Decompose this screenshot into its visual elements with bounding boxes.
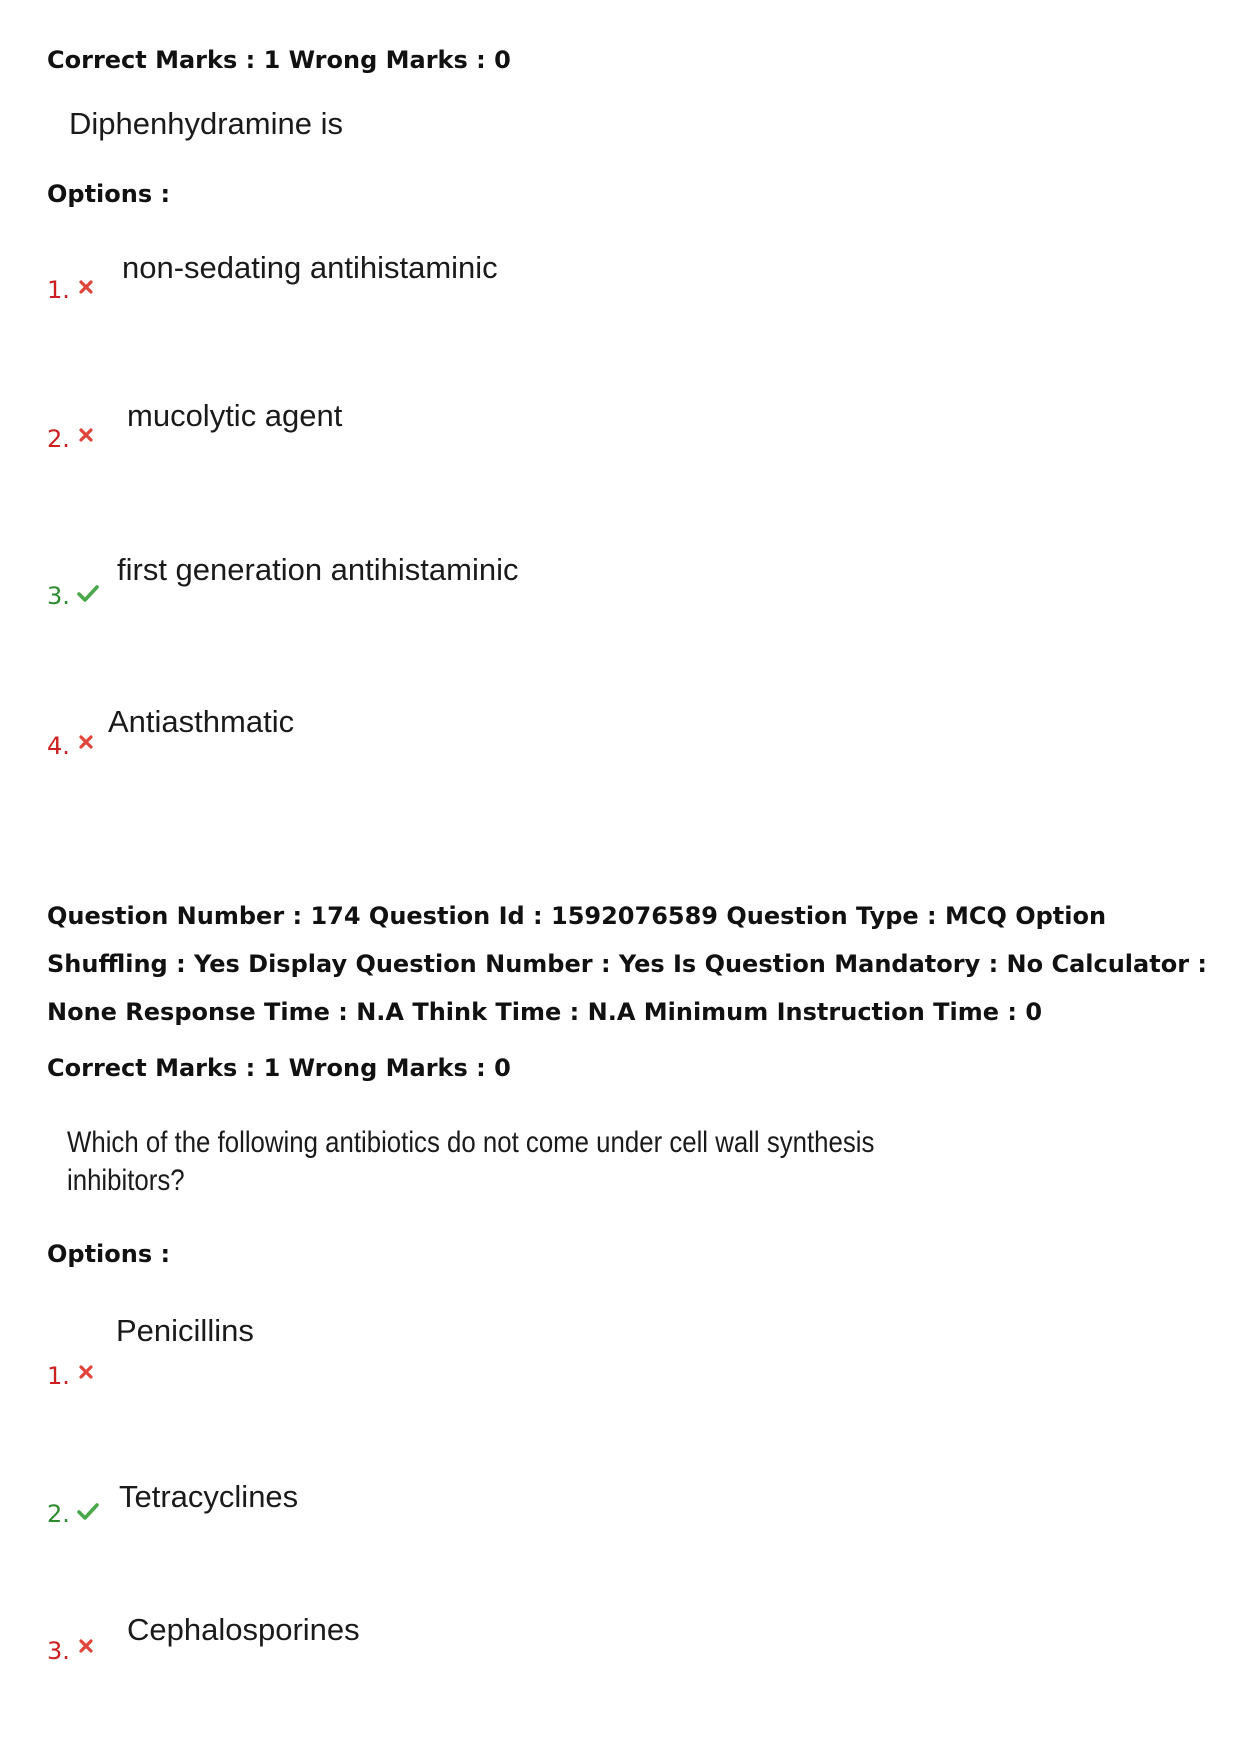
cross-icon	[78, 1638, 94, 1654]
q1-option-3-text: first generation antihistaminic	[117, 552, 519, 587]
q1-option-1-number: 1.	[47, 276, 70, 304]
q1-option-4-text: Antiasthmatic	[108, 704, 295, 739]
q1-marks: Correct Marks : 1 Wrong Marks : 0	[47, 46, 511, 74]
q2-stem: Which of the following antibiotics do not come under cell wall synthesis inhibitors?	[67, 1126, 875, 1197]
q1-stem: Diphenhydramine is	[69, 106, 343, 141]
q1-option-2-number: 2.	[47, 425, 70, 453]
q2-option-3-number: 3.	[47, 1637, 70, 1665]
q2-meta: Question Number : 174 Question Id : 1592076589 Question Type : MCQ Option Shuffling : Yes Display Question Number : Yes Is Question Mandatory : No Calculator : None Response Time : N.A Think Time : N.A Minimum Instruction Time : 0	[47, 902, 1207, 1026]
q1-option-2-text: mucolytic agent	[127, 398, 343, 433]
cross-icon	[78, 1364, 94, 1380]
q2-option-3-text: Cephalosporines	[127, 1612, 360, 1647]
cross-icon	[78, 279, 94, 295]
q1-option-1-text: non-sedating antihistaminic	[122, 250, 498, 285]
check-icon	[76, 583, 100, 603]
q2-options-label: Options :	[47, 1240, 171, 1268]
cross-icon	[78, 734, 94, 750]
q2-option-2-number: 2.	[47, 1500, 70, 1528]
q1-option-4-number: 4.	[47, 732, 70, 760]
q2-option-1-number: 1.	[47, 1362, 70, 1390]
cross-icon	[78, 427, 94, 443]
q2-option-1-text: Penicillins	[116, 1313, 254, 1348]
q2-marks: Correct Marks : 1 Wrong Marks : 0	[47, 1054, 511, 1082]
q1-options-label: Options :	[47, 180, 171, 208]
check-icon	[76, 1501, 100, 1521]
q1-option-3-number: 3.	[47, 582, 70, 610]
q2-option-2-text: Tetracyclines	[119, 1479, 299, 1514]
